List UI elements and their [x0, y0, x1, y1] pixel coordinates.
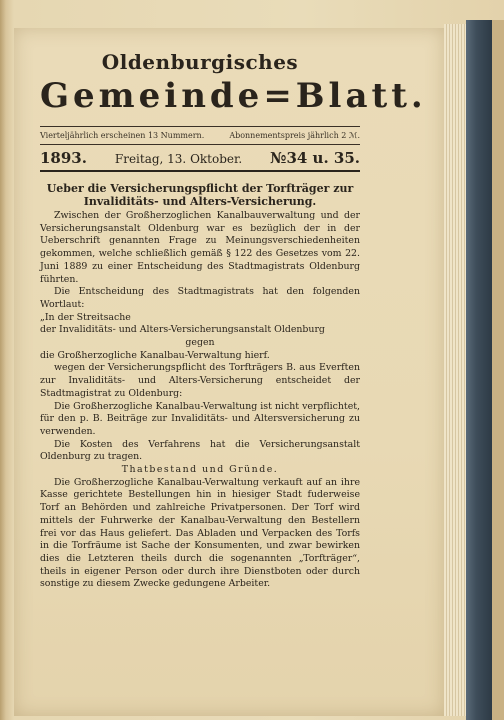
- quote-line-2: der Invaliditäts- und Alters-Versicherungsanstalt Oldenburg: [40, 324, 325, 336]
- quote-line-1: „In der Streitsache: [40, 311, 131, 323]
- section-heading: Thatbestand und Gründe.: [121, 464, 279, 476]
- quote-line-5: wegen der Versicherungspflicht des Torfträgers B. aus Everften zur Invaliditäts- und Alters-Versicherung entscheidet der Stadtmagistrat zu Oldenburg:: [40, 362, 360, 399]
- issue-number-value: 34 u. 35.: [286, 149, 360, 167]
- quote-line-6: Die Großherzogliche Kanalbau-Verwaltung ist nicht verpflichtet, für den p. B. Beiträge zur Invaliditäts- und Altersversicherung zu verwenden.: [40, 400, 360, 437]
- article-paragraph-2: Die Entscheidung des Stadtmagistrats hat den folgenden Wortlaut:: [40, 286, 360, 310]
- issue-number: [270, 149, 360, 167]
- issue-frequency: Vierteljährlich erscheinen 13 Nummern.: [40, 131, 205, 140]
- article-title: Ueber die Versicherungspflicht der Torfträger zur Invaliditäts- und Alters-Versicherung.: [46, 182, 354, 208]
- quote-line-3: gegen: [185, 337, 215, 349]
- book-binding: [466, 20, 492, 720]
- quote-line-4: die Großherzogliche Kanalbau-Verwaltung hierf.: [40, 349, 270, 361]
- subscription-price: Abonnementspreis jährlich 2 ℳ.: [229, 131, 360, 140]
- masthead-line1: Oldenburgisches: [101, 50, 299, 74]
- subscription-line: [40, 127, 360, 144]
- issue-date: Freitag, 13. Oktober.: [114, 152, 243, 166]
- article-paragraph-3: Die Großherzogliche Kanalbau-Verwaltung verkauft auf an ihre Kasse gerichtete Bestellungen hin in hiesiger Stadt fuderweise Torf an Behörden und zahlreiche Privatpersonen. Der Torf wird mittels der Fuhrwerke der Kanalbau-Verwaltung den Bestellern frei vor das Haus geliefert. Das Abladen und Verpacken des Torfs in die Torfräume ist Sache der Konsumenten, und zwar bewirken dies die Letzteren theils durch die sogenannten „Torfträger“, theils in eigener Person oder durch ihre Dienstboten oder durch sonstige zu diesem Zwecke gedungene Arbeiter.: [40, 476, 360, 590]
- quote-line-7: Die Kosten des Verfahrens hat die Versicherungsanstalt Oldenburg zu tragen.: [40, 438, 360, 463]
- page-content: [40, 50, 427, 591]
- number-sign: №: [270, 149, 287, 167]
- dateline: [40, 145, 360, 170]
- issue-year: 1893.: [40, 149, 87, 167]
- binding-edge: [492, 20, 504, 720]
- article-paragraph-1: Zwischen der Großherzoglichen Kanalbauverwaltung und der Versicherungsanstalt Oldenburg war es bezüglich der in der Ueberschrift genannten Frage zu Meinungsverschiedenheiten gekommen, welche schließlich gemäß § 122 des Gesetzes vom 22. Juni 1889 zu einer Entscheidung des Stadtmagistrats Oldenburg führten.: [40, 210, 360, 285]
- masthead-title: Gemeinde=Blatt.: [40, 76, 427, 116]
- article-body: [40, 210, 360, 591]
- rule-bottom: [40, 170, 360, 172]
